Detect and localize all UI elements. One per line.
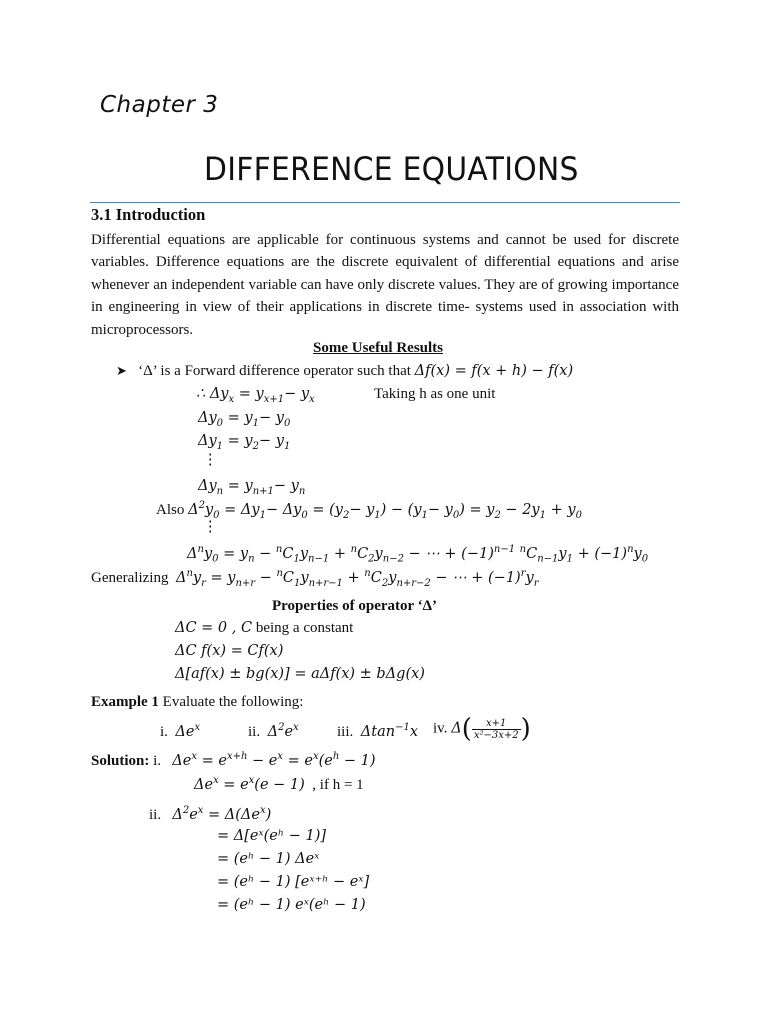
page-title: DIFFERENCE EQUATIONS (204, 150, 579, 188)
solution-step-1: = Δ[eˣ(eʰ − 1)] (217, 828, 327, 844)
part-i-label: i. (160, 723, 168, 740)
example-label: Example 1 (91, 694, 159, 710)
fraction (472, 718, 521, 741)
property-2: ΔC f(x) = Cf(x) (175, 643, 284, 659)
solution-line-i-2: $\Delta e^x = e^x(e - 1)$ , if h = 1 (194, 775, 364, 793)
generalizing-line: Generalizing $\Delta^ny_r = y_{n+r} - ^nC_1y_{n+r-1} + ^nC_2y_{n+r-2}$ − ⋯ + $(-1)^ry_r$ (91, 568, 539, 589)
solution-part-i-label: i. (149, 752, 162, 769)
also-label: Also (156, 501, 185, 518)
generalizing-label: Generalizing (91, 569, 169, 586)
delta-yn-line: $\Delta y_n = y_{n+1}- y_n$ (198, 478, 306, 497)
example-part-iv: iv. Δ( $\frac{x+1}{\text{x²−3x+2}}$ ) (433, 714, 531, 744)
part-iii-label: iii. (337, 723, 354, 740)
section-heading: 3.1 Introduction (91, 205, 206, 224)
solution-step-3: = (eʰ − 1) [eˣ⁺ʰ − eˣ] (217, 874, 370, 890)
properties-heading: Properties of operator ‘Δ’ (272, 598, 438, 614)
example-text: Evaluate the following: (158, 694, 304, 710)
vertical-ellipsis-1: ⋮ (203, 452, 218, 468)
delta-yx-line: ∴ $\Delta y_x = y_{x+1}- y_x$ (196, 386, 315, 405)
if-h-note: , if h = 1 (312, 776, 364, 793)
vertical-ellipsis-2: ⋮ (203, 519, 218, 535)
property-3: Δ[af(x) ± bg(x)] = aΔf(x) ± bΔg(x) (175, 666, 425, 682)
definition-text: ‘Δ’ is a Forward difference operator such that (138, 363, 415, 379)
property-1-text: being a constant (252, 620, 354, 636)
example-part-iii: iii. Δtan$^{-1}$x (337, 722, 418, 740)
also-line: Also $\Delta^2y_0 = \Delta y_1- \Delta y_0 = (y_2- y_1) - (y_1- y_0) = y_2 - 2y_1 + y_0$ (156, 500, 582, 521)
useful-results-heading: Some Useful Results (313, 340, 443, 356)
fraction-denominator: x²−3x+2 (473, 729, 519, 741)
example-part-ii: ii. $\Delta^2e^x$ (248, 722, 299, 740)
example-line (91, 694, 303, 711)
solution-part-ii-label: ii. (149, 806, 162, 823)
intro-paragraph: Differential equations are applicable for continuous systems and cannot be used for discrete variables. Difference equations are the discrete equivalent of differential equations and arise whenever an independent variable can have only discrete values. They are of growing importance in engineering in view of their applications in discrete time- systems used in association with microprocessors. (91, 232, 679, 338)
solution-step-2: = (eʰ − 1) Δeˣ (217, 851, 320, 867)
solution-label: Solution: (91, 752, 150, 769)
fraction-numerator: x+1 (472, 718, 521, 730)
delta-y1-line: $\Delta y_1 = y_2- y_1$ (198, 433, 291, 452)
part-ii-label: ii. (248, 723, 261, 740)
property-1 (175, 620, 353, 637)
part-iv-label: iv. (433, 720, 448, 737)
title-divider (90, 202, 680, 203)
arrow-bullet-icon: ➤ (116, 363, 127, 378)
solution-step-4: = (eʰ − 1) eˣ(eʰ − 1) (217, 897, 366, 913)
definition-line (116, 363, 573, 380)
delta-y0-line: $\Delta y_0 = y_1- y_0$ (198, 410, 291, 429)
therefore-symbol: ∴ Δy (196, 386, 229, 402)
solution-line-ii: ii. $\Delta^2e^x = \Delta(\Delta e^x)$ (149, 805, 272, 823)
property-1-formula: ΔC = 0 , C (175, 620, 253, 636)
taking-h-note: Taking h as one unit (374, 386, 496, 402)
nth-difference-line: $\Delta^ny_0 = y_n - ^nC_1y_{n-1} + ^nC_2y_{n-2}$ − ⋯ + $(-1)^{n-1}$ $^nC_{n-1}y_1 + (-1)^ny_0$ (187, 544, 649, 565)
example-part-i: i. $\Delta e^x$ (160, 722, 201, 740)
solution-line-i: Solution: i. $\Delta e^x = e^{x+h} - e^x = e^x(e^h - 1)$ (91, 751, 376, 769)
definition-formula: Δf(x) = f(x + h) − f(x) (414, 363, 574, 379)
chapter-label: Chapter 3 (100, 92, 219, 118)
